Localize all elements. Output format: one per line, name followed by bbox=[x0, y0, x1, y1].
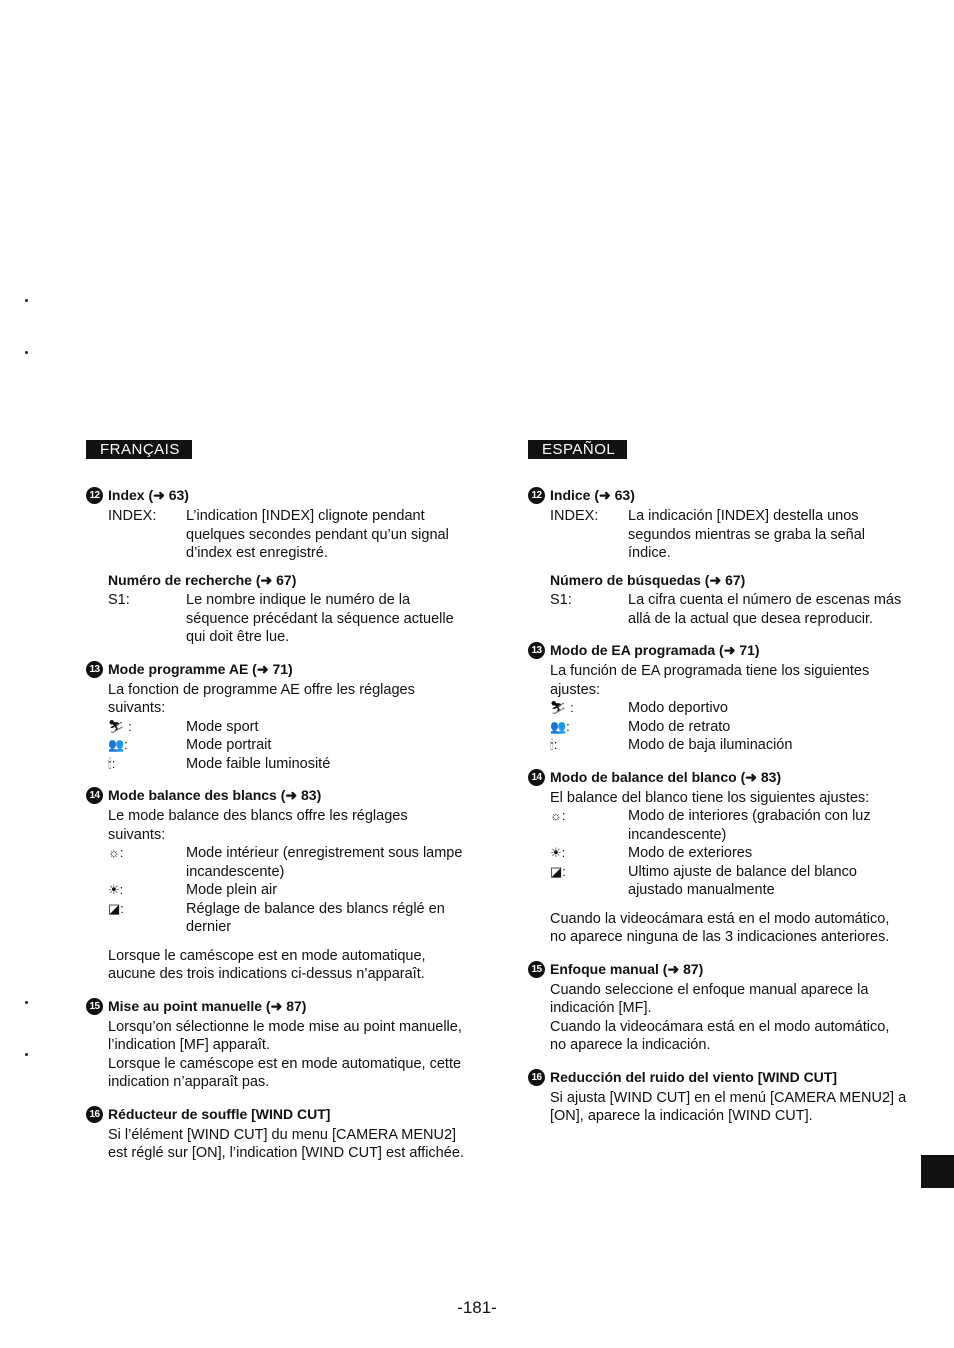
low-light-mode-icon: 🕯: bbox=[550, 737, 558, 752]
mode-row: 👥: Modo de retrato bbox=[550, 718, 731, 735]
mode-row: ◪: Réglage de balance des blancs réglé en dernier bbox=[108, 900, 445, 935]
low-light-mode-icon: 🕯: bbox=[108, 755, 116, 771]
circled-number: 15 bbox=[528, 961, 545, 978]
scan-speck bbox=[25, 1053, 28, 1056]
mode-row: ☀: Modo de exteriores bbox=[550, 845, 753, 861]
language-badge: FRANÇAIS bbox=[86, 440, 192, 459]
circled-number: 15 bbox=[86, 998, 103, 1015]
scan-speck bbox=[25, 351, 28, 354]
section-title: Index (➜ 63) bbox=[108, 487, 189, 503]
note-text: Cuando la videocámara está en el modo automático, no aparece ninguna de las 3 indicaciones anteriores. bbox=[550, 910, 890, 945]
paragraph: Cuando seleccione el enfoque manual aparece la indicación [MF]. bbox=[550, 981, 869, 1016]
outdoor-mode-icon: ☀: bbox=[108, 882, 124, 897]
portrait-mode-icon: 👥: bbox=[108, 737, 128, 752]
section-15 bbox=[86, 998, 466, 1092]
intro-text: La fonction de programme AE offre les réglages suivants: bbox=[108, 681, 415, 716]
page-number: -181- bbox=[457, 1298, 497, 1317]
manual-white-balance-icon: ◪: bbox=[550, 863, 566, 879]
definition-row: S1: La cifra cuenta el número de escenas más allá de la actual que desea reproducir. bbox=[550, 592, 902, 627]
section-15 bbox=[528, 961, 908, 1055]
mode-row: 👥: Mode portrait bbox=[108, 737, 272, 753]
section-14 bbox=[86, 787, 466, 984]
section-heading bbox=[528, 642, 908, 659]
mode-row: ☼: Mode intérieur (enregistrement sous lampe incandescente) bbox=[108, 845, 463, 880]
definition-row: S1: Le nombre indique le numéro de la séquence précédant la séquence actuelle qui doit être lue. bbox=[108, 592, 454, 645]
circled-number: 16 bbox=[528, 1069, 545, 1086]
circled-number: 14 bbox=[86, 787, 103, 804]
mode-row: ☼: Modo de interiores (grabación con luz incandescente) bbox=[550, 808, 871, 843]
section-16 bbox=[528, 1069, 908, 1126]
section-title: Mode programme AE (➜ 71) bbox=[108, 660, 293, 677]
mode-row: 🕯: Modo de baja iluminación bbox=[550, 737, 793, 753]
section-title: Mode balance des blancs (➜ 83) bbox=[108, 787, 322, 803]
note-text: Lorsque le caméscope est en mode automatique, aucune des trois indications ci-dessus n’apparaît. bbox=[108, 947, 426, 982]
spanish-column bbox=[528, 440, 908, 1140]
section-heading bbox=[528, 961, 908, 978]
page-edge-tab-marker bbox=[921, 1155, 954, 1188]
section-heading bbox=[86, 661, 466, 678]
paragraph: Lorsqu’on sélectionne le mode mise au point manuelle, l’indication [MF] apparaît. bbox=[108, 1018, 462, 1053]
paragraph: Si l’élément [WIND CUT] du menu [CAMERA MENU2] est réglé sur [ON], l’indication [WIND CUT] est affichée. bbox=[108, 1126, 464, 1161]
intro-text: El balance del blanco tiene los siguientes ajustes: bbox=[550, 789, 870, 806]
section-heading bbox=[86, 487, 466, 504]
circled-number: 13 bbox=[528, 642, 545, 659]
definition-row: INDEX: La indicación [INDEX] destella unos segundos mientras se graba la señal índice. bbox=[550, 508, 865, 561]
paragraph: Si ajusta [WIND CUT] en el menú [CAMERA MENU2] a [ON], aparece la indicación [WIND CUT]. bbox=[550, 1089, 907, 1124]
circled-number: 13 bbox=[86, 661, 103, 678]
section-13 bbox=[528, 642, 908, 755]
indoor-mode-icon: ☼: bbox=[108, 845, 124, 860]
scan-speck bbox=[25, 299, 28, 302]
intro-text: La función de EA programada tiene los siguientes ajustes: bbox=[550, 663, 870, 698]
subheading: Numéro de recherche (➜ 67) bbox=[108, 571, 297, 588]
manual-white-balance-icon: ◪: bbox=[108, 900, 124, 916]
section-heading bbox=[528, 1069, 908, 1086]
section-title: Indice (➜ 63) bbox=[550, 487, 635, 503]
section-heading bbox=[528, 769, 908, 786]
section-13 bbox=[86, 661, 466, 774]
portrait-mode-icon: 👥: bbox=[550, 718, 570, 734]
language-badge: ESPAÑOL bbox=[528, 440, 627, 459]
paragraph: Cuando la videocámara está en el modo automático, no aparece la indicación. bbox=[550, 1018, 890, 1053]
section-14 bbox=[528, 769, 908, 947]
section-12 bbox=[86, 487, 466, 647]
section-heading bbox=[528, 487, 908, 504]
subheading: Número de búsquedas (➜ 67) bbox=[550, 571, 746, 588]
section-title: Reducción del ruido del viento [WIND CUT] bbox=[550, 1069, 837, 1085]
section-title: Modo de EA programada (➜ 71) bbox=[550, 642, 760, 658]
definition-row: INDEX: L’indication [INDEX] clignote pendant quelques secondes pendant qu’un signal d’index est enregistré. bbox=[108, 508, 449, 561]
mode-row: ⛷ : Modo deportivo bbox=[550, 700, 728, 716]
section-heading bbox=[86, 1106, 466, 1123]
section-title: Enfoque manual (➜ 87) bbox=[550, 960, 704, 977]
scan-speck bbox=[25, 1001, 28, 1004]
section-heading bbox=[86, 998, 466, 1015]
circled-number: 12 bbox=[528, 487, 545, 504]
sport-mode-icon: ⛷ : bbox=[550, 700, 574, 715]
circled-number: 16 bbox=[86, 1106, 103, 1123]
indoor-mode-icon: ☼: bbox=[550, 808, 566, 823]
mode-row: ☀: Mode plein air bbox=[108, 882, 278, 898]
section-title: Réducteur de souffle [WIND CUT] bbox=[108, 1106, 331, 1122]
section-heading bbox=[86, 787, 466, 804]
section-16 bbox=[86, 1106, 466, 1163]
french-column bbox=[86, 440, 466, 1177]
section-title: Modo de balance del blanco (➜ 83) bbox=[550, 768, 782, 785]
circled-number: 14 bbox=[528, 769, 545, 786]
mode-row: 🕯: Mode faible luminosité bbox=[108, 755, 331, 772]
section-title: Mise au point manuelle (➜ 87) bbox=[108, 997, 307, 1014]
section-12 bbox=[528, 487, 908, 628]
mode-row: ⛷ : Mode sport bbox=[108, 718, 259, 735]
mode-row: ◪: Ultimo ajuste de balance del blanco ajustado manualmente bbox=[550, 863, 857, 898]
paragraph: Lorsque le caméscope est en mode automatique, cette indication n’apparaît pas. bbox=[108, 1055, 462, 1090]
outdoor-mode-icon: ☀: bbox=[550, 845, 566, 860]
circled-number: 12 bbox=[86, 487, 103, 504]
sport-mode-icon: ⛷ : bbox=[108, 718, 132, 734]
intro-text: Le mode balance des blancs offre les réglages suivants: bbox=[108, 808, 408, 843]
